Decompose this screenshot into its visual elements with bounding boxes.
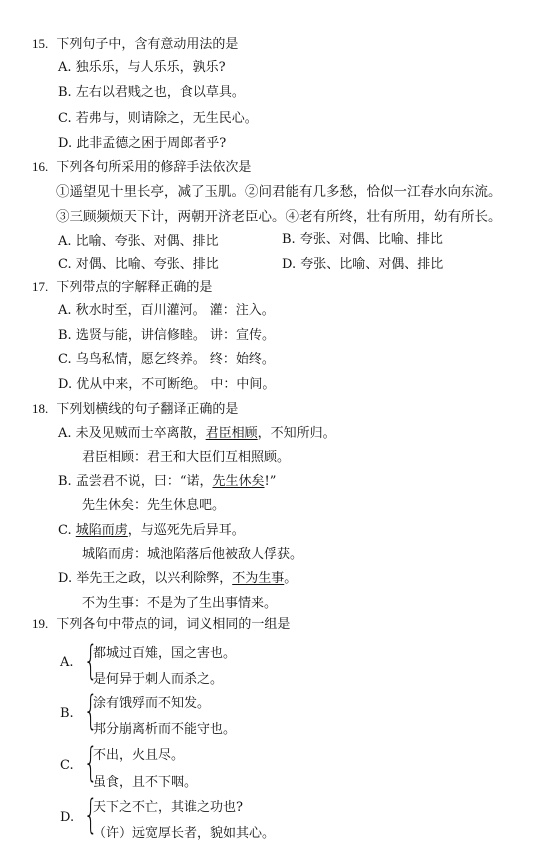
q16-stem: 下列各句所采用的修辞手法依次是 (56, 160, 252, 175)
q18-option-b (58, 470, 276, 489)
q19-a-label: A. (60, 655, 74, 670)
q16-option-d: D. 夸张、比喻、对偶、排比 (282, 257, 444, 272)
q17-stem: 下列带点的字解释正确的是 (56, 280, 213, 295)
q17 (32, 276, 212, 295)
q19-b-line-1: 涂有饿殍而不知发。 (93, 696, 211, 711)
q19-c-label: C. (60, 758, 74, 773)
q19-number: 19. (32, 616, 49, 631)
q18-b-underlined: 先生休矣 (212, 474, 265, 489)
q15 (32, 33, 238, 52)
q18-a-underlined: 君臣相顾 (205, 426, 258, 441)
q18-a-translation: 君臣相顾：君王和大臣们互相照顾。 (82, 450, 291, 465)
q15-option-d: D. 此非孟德之困于周郎者乎? (58, 136, 227, 151)
q18-b-translation: 先生休矣：先生休息吧。 (82, 498, 226, 513)
q17-option-a: A. 秋水时至，百川灌河。 灌：注入。 (58, 303, 275, 318)
q16-number: 16. (32, 159, 49, 174)
q18-option-c (58, 519, 245, 538)
q19-c-line-1: 不出，火且尽。 (93, 748, 185, 763)
q18-c-translation: 城陷而虏：城池陷落后他被敌人俘获。 (82, 547, 304, 562)
q17-number: 17. (32, 279, 49, 294)
q19-d-line-1: 天下之不亡，其谁之功也? (93, 800, 243, 815)
q19-a-line-2: 是何异于刺人而杀之。 (93, 672, 224, 687)
q18-c-text-end: ，与巡死先后异耳。 (127, 523, 245, 538)
q17-option-d: D. 优从中来，不可断绝。 中：中间。 (58, 377, 276, 392)
q18-d-text: D. 举先王之政，以兴利除弊， (58, 571, 233, 586)
q19-b-brace: { (83, 688, 98, 734)
q19 (32, 613, 290, 632)
q15-option-a: A. 独乐乐，与人乐乐，孰乐? (58, 60, 226, 75)
q16-line-1: ①遥望见十里长亭，减了玉肌。②问君能有几多愁，恰似一江春水向东流。 (56, 184, 502, 200)
q18-c-text: C. (58, 523, 76, 538)
q19-c-line-2: 虽食，且不下咽。 (93, 775, 198, 790)
q19-a-brace: { (83, 638, 98, 684)
q15-option-b: B. 左右以君贱之也，食以草具。 (58, 85, 245, 100)
q18-a-text: A. 未及见贼而士卒离散， (58, 426, 206, 441)
q18-option-d (58, 567, 297, 586)
q15-number: 15. (32, 36, 49, 51)
q19-d-line-2: （许）远宽厚长者，貌如其心。 (93, 826, 276, 841)
q16 (32, 156, 251, 175)
q17-option-c: C. 乌鸟私情，愿乞终养。 终：始终。 (58, 352, 275, 367)
q18-d-underlined: 不为生事 (232, 571, 285, 586)
q19-b-label: B. (60, 706, 74, 721)
q15-option-c: C. 若弗与，则请除之，无生民心。 (58, 111, 258, 126)
q18-c-underlined: 城陷而虏 (75, 523, 128, 538)
q19-b-line-2: 邦分崩离析而不能守也。 (93, 722, 237, 737)
q18 (32, 398, 238, 417)
q18-number: 18. (32, 401, 49, 416)
q18-d-translation: 不为生事：不是为了生出事情来。 (82, 596, 278, 611)
q19-a-line-1: 都城过百雉，国之害也。 (93, 646, 237, 661)
q18-option-a (58, 422, 336, 441)
q15-stem: 下列句子中，含有意动用法的是 (56, 37, 239, 52)
q16-option-a: A. 比喻、夸张、对偶、排比 (58, 234, 219, 249)
q19-c-brace: { (83, 740, 98, 786)
q18-b-text-end: !” (264, 474, 277, 489)
q17-option-b: B. 选贤与能，讲信修睦。 讲：宣传。 (58, 328, 275, 343)
q19-d-label: D. (60, 810, 75, 825)
q18-d-text-end: 。 (284, 571, 298, 586)
q18-stem: 下列划横线的句子翻译正确的是 (56, 402, 239, 417)
q16-line-2: ③三顾频烦天下计，两朝开济老臣心。④老有所终，壮有所用，幼有所长。 (56, 209, 502, 225)
q19-stem: 下列各句中带点的词，词义相同的一组是 (56, 617, 291, 632)
q16-option-b: B. 夸张、对偶、比喻、排比 (282, 232, 443, 247)
q18-b-text: B. 孟尝君不说，曰：“诺， (58, 474, 213, 489)
q18-a-text-end: ，不知所归。 (257, 426, 336, 441)
q16-option-c: C. 对偶、比喻、夸张、排比 (58, 257, 219, 272)
q19-d-brace: { (83, 792, 98, 838)
